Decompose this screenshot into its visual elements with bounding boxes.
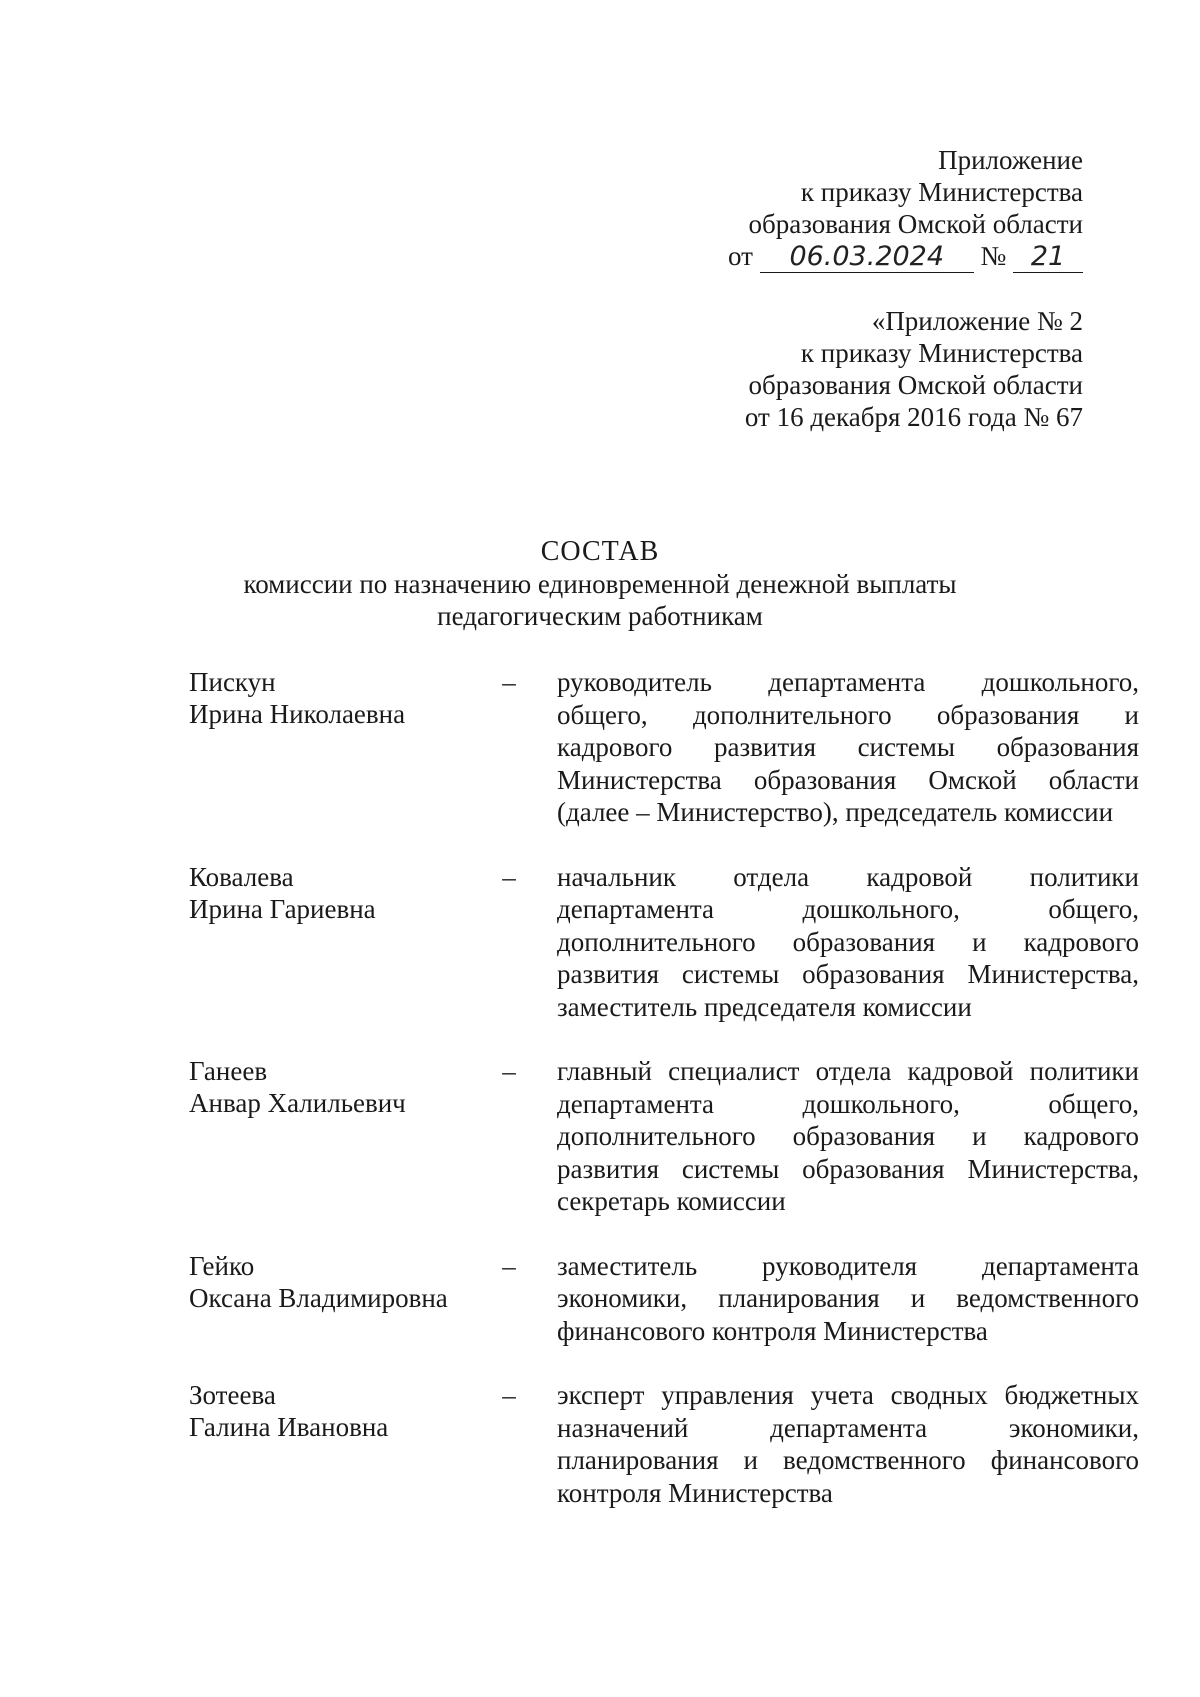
appendix-line-1: Приложение xyxy=(938,145,1083,175)
member-role-line: департамента дошкольного, общего, xyxy=(557,1088,1139,1119)
appendix-date-handwritten: 06.03.2024 xyxy=(760,242,974,273)
member-name xyxy=(189,666,489,730)
member-role-line: контроля Министерства xyxy=(557,1477,833,1508)
member-role-line: (далее – Министерство), председатель комиссии xyxy=(557,797,1114,827)
member-row xyxy=(189,1055,1139,1218)
original-appendix-line-1: «Приложение № 2 xyxy=(871,306,1083,336)
member-given-names: Галина Ивановна xyxy=(189,1412,389,1442)
member-surname: Пискун xyxy=(189,667,276,697)
member-surname: Ганеев xyxy=(189,1056,268,1086)
member-role-line: Министерства образования Омской области xyxy=(557,764,1139,795)
member-row xyxy=(189,1379,1139,1509)
member-given-names: Оксана Владимировна xyxy=(189,1282,448,1313)
document-title xyxy=(0,536,1200,632)
member-name xyxy=(189,1055,489,1119)
member-given-names: Ирина Гариевна xyxy=(189,893,376,924)
member-role xyxy=(557,1250,1139,1348)
member-row xyxy=(189,861,1139,1024)
member-role-line: главный специалист отдела кадровой политики xyxy=(557,1056,1139,1086)
member-role-line: секретарь комиссии xyxy=(557,1186,786,1216)
member-role xyxy=(557,1379,1139,1509)
member-role-line: экономики, планирования и ведомственного xyxy=(557,1283,1139,1313)
appendix-number-handwritten: 21 xyxy=(1013,242,1083,273)
member-role-line: дополнительного образования и кадрового xyxy=(557,1121,1139,1151)
member-given-names: Анвар Халильевич xyxy=(189,1088,406,1118)
member-role-line: заместитель председателя комиссии xyxy=(557,991,972,1022)
member-role xyxy=(557,666,1139,829)
title-line-2: комиссии по назначению единовременной денежной выплаты xyxy=(243,569,957,599)
title-heading: СОСТАВ xyxy=(540,536,660,567)
appendix-from-label: от xyxy=(728,241,753,271)
appendix-date-line xyxy=(728,240,1083,273)
member-role-line: кадрового развития системы образования xyxy=(557,732,1139,762)
original-appendix-header xyxy=(745,305,1083,433)
member-role-line: финансового контроля Министерства xyxy=(557,1315,988,1346)
member-dash: – xyxy=(502,1380,516,1410)
appendix-line-2: к приказу Министерства xyxy=(800,177,1083,207)
appendix-line-3: образования Омской области xyxy=(748,209,1083,239)
member-role-line: назначений департамента экономики, xyxy=(557,1412,1139,1443)
member-surname: Гейко xyxy=(189,1250,255,1281)
member-name xyxy=(189,861,489,925)
member-role-line: развития системы образования Министерства, xyxy=(557,1153,1139,1184)
member-role-line: департамента дошкольного, общего, xyxy=(557,894,1139,924)
member-role-line: начальник отдела кадровой политики xyxy=(557,861,1139,892)
member-given-names: Ирина Николаевна xyxy=(189,699,406,729)
member-surname: Ковалева xyxy=(189,861,294,892)
member-list xyxy=(189,666,1139,1541)
member-dash: – xyxy=(502,667,516,697)
member-name xyxy=(189,1379,489,1443)
member-role-line: эксперт управления учета сводных бюджетных xyxy=(557,1380,1139,1410)
title-line-3: педагогическим работникам xyxy=(437,601,763,631)
member-surname: Зотеева xyxy=(189,1380,276,1410)
original-appendix-line-3: образования Омской области xyxy=(748,370,1083,400)
member-role-line: заместитель руководителя департамента xyxy=(557,1250,1139,1281)
member-row xyxy=(189,666,1139,829)
member-role-line: общего, дополнительного образования и xyxy=(557,699,1139,730)
appendix-number-label: № xyxy=(980,241,1007,271)
original-appendix-line-2: к приказу Министерства xyxy=(800,338,1083,368)
member-role-line: дополнительного образования и кадрового xyxy=(557,926,1139,957)
member-row xyxy=(189,1250,1139,1348)
member-dash: – xyxy=(502,1250,516,1281)
member-role-line: планирования и ведомственного финансового xyxy=(557,1445,1139,1475)
member-role-line: руководитель департамента дошкольного, xyxy=(557,667,1139,697)
member-role xyxy=(557,1055,1139,1218)
member-name xyxy=(189,1250,489,1314)
appendix-header xyxy=(728,144,1083,273)
original-appendix-line-4: от 16 декабря 2016 года № 67 xyxy=(744,402,1083,432)
member-dash: – xyxy=(502,1056,516,1086)
member-dash: – xyxy=(502,861,516,892)
member-role-line: развития системы образования Министерства, xyxy=(557,959,1139,989)
member-role xyxy=(557,861,1139,1024)
